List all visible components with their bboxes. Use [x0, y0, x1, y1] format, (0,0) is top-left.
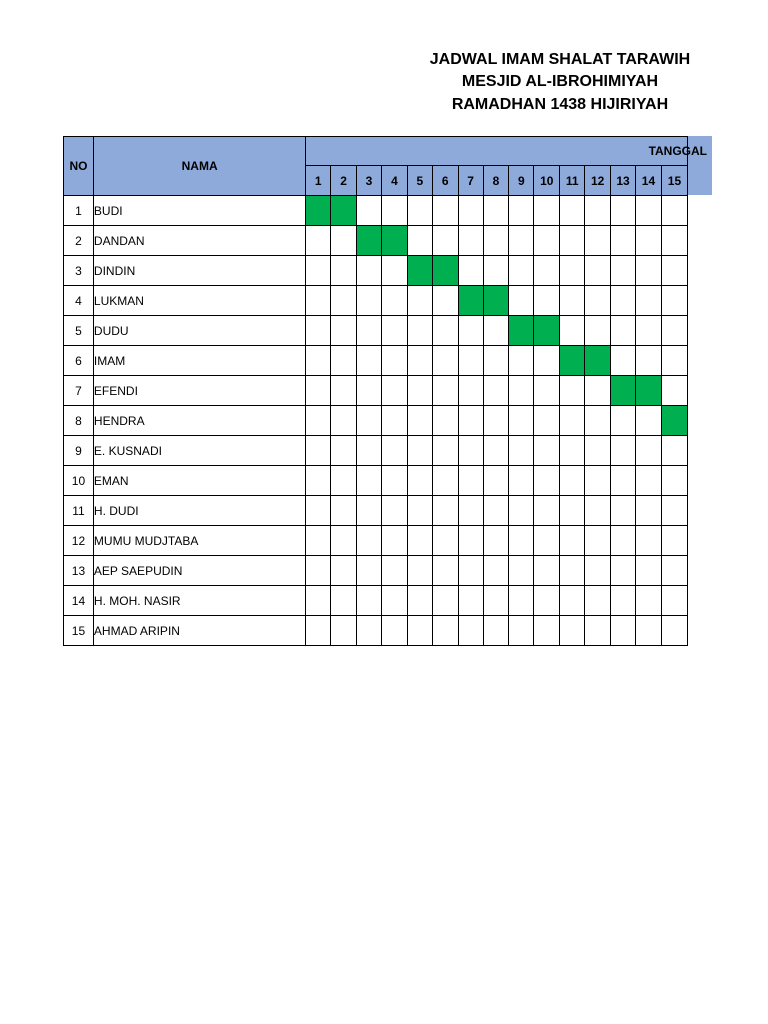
day-cell [560, 466, 585, 496]
assigned-day-cell [432, 256, 458, 286]
schedule-table [63, 136, 707, 646]
day-cell [381, 436, 407, 466]
day-header-12: 12 [585, 166, 611, 196]
day-cell [611, 466, 636, 496]
day-cell [585, 586, 611, 616]
day-cell [381, 556, 407, 586]
day-cell [458, 226, 483, 256]
imam-name: EFENDI [93, 376, 305, 406]
assigned-day-cell [534, 316, 560, 346]
day-cell [611, 226, 636, 256]
table-row [64, 226, 688, 256]
day-cell [432, 496, 458, 526]
day-cell [509, 256, 534, 286]
day-cell [560, 286, 585, 316]
day-cell [611, 346, 636, 376]
assigned-day-cell [661, 406, 687, 436]
day-cell [611, 436, 636, 466]
column-header-nama: NAMA [93, 137, 305, 196]
day-cell [381, 316, 407, 346]
day-cell [407, 196, 432, 226]
day-cell [458, 436, 483, 466]
imam-name: DINDIN [93, 256, 305, 286]
day-cell [483, 226, 509, 256]
table-row [64, 616, 688, 646]
day-cell [661, 616, 687, 646]
day-cell [407, 316, 432, 346]
day-cell [560, 406, 585, 436]
day-cell [560, 616, 585, 646]
day-cell [534, 586, 560, 616]
day-cell [432, 316, 458, 346]
day-cell [331, 376, 357, 406]
day-cell [534, 346, 560, 376]
day-header-1: 1 [306, 166, 331, 196]
day-cell [534, 496, 560, 526]
day-cell [534, 466, 560, 496]
day-cell [611, 316, 636, 346]
schedule-body [64, 196, 688, 646]
day-cell [611, 556, 636, 586]
day-cell [534, 256, 560, 286]
day-cell [636, 436, 662, 466]
day-cell [407, 376, 432, 406]
day-cell [483, 346, 509, 376]
assigned-day-cell [357, 226, 382, 256]
day-cell [585, 436, 611, 466]
day-cell [611, 256, 636, 286]
day-cell [611, 526, 636, 556]
imam-name: IMAM [93, 346, 305, 376]
day-cell [483, 556, 509, 586]
day-cell [585, 196, 611, 226]
day-cell [306, 586, 331, 616]
row-number: 8 [64, 406, 94, 436]
imam-name: H. MOH. NASIR [93, 586, 305, 616]
day-cell [611, 196, 636, 226]
day-cell [331, 256, 357, 286]
day-cell [636, 256, 662, 286]
day-cell [458, 346, 483, 376]
title-line-1: JADWAL IMAM SHALAT TARAWIH [429, 51, 691, 68]
day-cell [560, 256, 585, 286]
day-cell [331, 406, 357, 436]
table-row [64, 466, 688, 496]
day-cell [534, 616, 560, 646]
day-cell [483, 316, 509, 346]
day-cell [611, 586, 636, 616]
assigned-day-cell [611, 376, 636, 406]
day-cell [509, 406, 534, 436]
day-cell [534, 526, 560, 556]
day-cell [306, 556, 331, 586]
day-cell [661, 286, 687, 316]
day-cell [381, 406, 407, 436]
day-cell [357, 556, 382, 586]
day-cell [661, 466, 687, 496]
day-cell [585, 256, 611, 286]
day-cell [509, 286, 534, 316]
row-number: 1 [64, 196, 94, 226]
row-number: 5 [64, 316, 94, 346]
day-cell [458, 256, 483, 286]
table-row [64, 496, 688, 526]
day-cell [661, 196, 687, 226]
day-cell [306, 406, 331, 436]
day-cell [357, 406, 382, 436]
row-number: 10 [64, 466, 94, 496]
day-cell [661, 316, 687, 346]
day-cell [381, 286, 407, 316]
day-cell [407, 286, 432, 316]
day-cell [306, 376, 331, 406]
day-cell [357, 466, 382, 496]
day-cell [331, 496, 357, 526]
assigned-day-cell [381, 226, 407, 256]
day-cell [509, 466, 534, 496]
day-cell [407, 616, 432, 646]
table-row [64, 526, 688, 556]
day-header-15: 15 [661, 166, 687, 196]
day-cell [661, 496, 687, 526]
day-cell [357, 586, 382, 616]
day-cell [661, 346, 687, 376]
day-cell [407, 406, 432, 436]
day-cell [483, 616, 509, 646]
day-cell [483, 586, 509, 616]
day-cell [407, 436, 432, 466]
day-cell [585, 616, 611, 646]
imam-name: E. KUSNADI [93, 436, 305, 466]
day-cell [458, 196, 483, 226]
row-number: 11 [64, 496, 94, 526]
day-cell [636, 466, 662, 496]
day-cell [458, 376, 483, 406]
day-header-9: 9 [509, 166, 534, 196]
day-cell [432, 196, 458, 226]
day-cell [306, 256, 331, 286]
day-cell [458, 616, 483, 646]
imam-name: MUMU MUDJTABA [93, 526, 305, 556]
day-cell [458, 316, 483, 346]
day-cell [357, 346, 382, 376]
imam-name: BUDI [93, 196, 305, 226]
day-cell [357, 526, 382, 556]
day-cell [483, 256, 509, 286]
day-cell [661, 226, 687, 256]
day-cell [483, 196, 509, 226]
assigned-day-cell [509, 316, 534, 346]
day-cell [483, 406, 509, 436]
imam-name: HENDRA [93, 406, 305, 436]
day-header-8: 8 [483, 166, 509, 196]
row-number: 6 [64, 346, 94, 376]
day-cell [509, 616, 534, 646]
imam-name: LUKMAN [93, 286, 305, 316]
day-cell [483, 526, 509, 556]
day-cell [432, 466, 458, 496]
day-cell [458, 556, 483, 586]
day-cell [636, 316, 662, 346]
day-header-10: 10 [534, 166, 560, 196]
tanggal-label: TANGGAL [648, 144, 707, 158]
assigned-day-cell [636, 376, 662, 406]
day-cell [432, 346, 458, 376]
day-cell [331, 286, 357, 316]
day-cell [560, 586, 585, 616]
day-cell [306, 496, 331, 526]
day-cell [636, 616, 662, 646]
day-cell [458, 406, 483, 436]
day-header-13: 13 [611, 166, 636, 196]
day-cell [357, 256, 382, 286]
day-cell [611, 496, 636, 526]
day-cell [534, 376, 560, 406]
row-number: 4 [64, 286, 94, 316]
row-number: 14 [64, 586, 94, 616]
day-cell [357, 436, 382, 466]
day-cell [585, 406, 611, 436]
day-cell [636, 526, 662, 556]
day-cell [636, 346, 662, 376]
day-cell [381, 586, 407, 616]
day-cell [331, 226, 357, 256]
day-cell [331, 586, 357, 616]
day-cell [611, 286, 636, 316]
day-cell [636, 196, 662, 226]
day-cell [432, 286, 458, 316]
day-cell [636, 556, 662, 586]
title-line-2: MESJID AL-IBROHIMIYAH [461, 73, 659, 90]
row-number: 3 [64, 256, 94, 286]
table-row [64, 406, 688, 436]
day-cell [534, 556, 560, 586]
day-cell [661, 586, 687, 616]
imam-name: DUDU [93, 316, 305, 346]
day-cell [381, 526, 407, 556]
day-cell [357, 316, 382, 346]
imam-name: AHMAD ARIPIN [93, 616, 305, 646]
day-cell [560, 496, 585, 526]
day-cell [331, 616, 357, 646]
day-cell [357, 196, 382, 226]
day-cell [483, 436, 509, 466]
day-cell [585, 316, 611, 346]
imam-name: DANDAN [93, 226, 305, 256]
day-cell [331, 346, 357, 376]
day-cell [306, 286, 331, 316]
day-cell [432, 376, 458, 406]
day-cell [585, 376, 611, 406]
day-cell [509, 496, 534, 526]
day-header-3: 3 [357, 166, 382, 196]
column-header-tanggal [306, 137, 707, 166]
day-cell [509, 196, 534, 226]
day-cell [560, 196, 585, 226]
day-cell [381, 466, 407, 496]
day-cell [585, 526, 611, 556]
day-header-11: 11 [560, 166, 585, 196]
day-cell [331, 466, 357, 496]
day-cell [509, 586, 534, 616]
imam-name: EMAN [93, 466, 305, 496]
row-number: 15 [64, 616, 94, 646]
day-cell [306, 316, 331, 346]
day-cell [407, 526, 432, 556]
title-line-3: RAMADHAN 1438 HIJIRIYAH [451, 96, 669, 113]
day-cell [534, 286, 560, 316]
day-cell [357, 376, 382, 406]
day-cell [432, 616, 458, 646]
day-cell [585, 286, 611, 316]
day-cell [407, 226, 432, 256]
day-cell [509, 376, 534, 406]
table-row [64, 586, 688, 616]
row-number: 13 [64, 556, 94, 586]
day-cell [432, 526, 458, 556]
day-cell [331, 316, 357, 346]
day-cell [560, 436, 585, 466]
day-cell [661, 376, 687, 406]
day-cell [560, 526, 585, 556]
day-header-5: 5 [407, 166, 432, 196]
day-header-7: 7 [458, 166, 483, 196]
day-cell [458, 496, 483, 526]
day-cell [432, 436, 458, 466]
day-cell [381, 496, 407, 526]
day-header-6: 6 [432, 166, 458, 196]
row-number: 12 [64, 526, 94, 556]
assigned-day-cell [306, 196, 331, 226]
day-cell [407, 496, 432, 526]
day-cell [381, 256, 407, 286]
day-cell [306, 436, 331, 466]
table-row [64, 376, 688, 406]
day-cell [381, 196, 407, 226]
day-cell [306, 346, 331, 376]
day-cell [509, 226, 534, 256]
day-cell [509, 526, 534, 556]
row-number: 2 [64, 226, 94, 256]
day-cell [636, 406, 662, 436]
assigned-day-cell [585, 346, 611, 376]
day-cell [407, 466, 432, 496]
row-number: 9 [64, 436, 94, 466]
day-cell [432, 406, 458, 436]
day-cell [534, 436, 560, 466]
day-cell [560, 316, 585, 346]
day-cell [381, 346, 407, 376]
table-row [64, 316, 688, 346]
day-cell [381, 616, 407, 646]
day-cell [458, 526, 483, 556]
imam-name: H. DUDI [93, 496, 305, 526]
day-cell [432, 556, 458, 586]
row-number: 7 [64, 376, 94, 406]
header-row-1 [64, 137, 688, 166]
day-cell [534, 226, 560, 256]
day-cell [483, 496, 509, 526]
day-cell [636, 286, 662, 316]
assigned-day-cell [560, 346, 585, 376]
day-cell [509, 436, 534, 466]
day-cell [458, 466, 483, 496]
day-cell [560, 376, 585, 406]
column-header-no: NO [64, 137, 94, 196]
table-row [64, 256, 688, 286]
imam-name: AEP SAEPUDIN [93, 556, 305, 586]
day-cell [331, 556, 357, 586]
day-cell [306, 226, 331, 256]
table-row [64, 556, 688, 586]
day-cell [407, 556, 432, 586]
day-cell [585, 556, 611, 586]
day-header-14: 14 [636, 166, 662, 196]
day-cell [381, 376, 407, 406]
day-cell [636, 496, 662, 526]
table-row [64, 436, 688, 466]
day-cell [585, 226, 611, 256]
day-cell [407, 586, 432, 616]
assigned-day-cell [407, 256, 432, 286]
day-cell [534, 196, 560, 226]
day-cell [534, 406, 560, 436]
day-header-4: 4 [381, 166, 407, 196]
assigned-day-cell [483, 286, 509, 316]
table-row [64, 346, 688, 376]
day-cell [306, 526, 331, 556]
day-cell [611, 616, 636, 646]
day-cell [357, 616, 382, 646]
day-cell [432, 226, 458, 256]
day-cell [636, 226, 662, 256]
day-cell [483, 376, 509, 406]
day-cell [636, 586, 662, 616]
day-cell [483, 466, 509, 496]
table-row [64, 196, 688, 226]
day-cell [585, 466, 611, 496]
day-cell [306, 466, 331, 496]
assigned-day-cell [458, 286, 483, 316]
table-row [64, 286, 688, 316]
day-cell [331, 436, 357, 466]
day-cell [661, 256, 687, 286]
day-cell [611, 406, 636, 436]
day-cell [331, 526, 357, 556]
day-header-2: 2 [331, 166, 357, 196]
day-cell [407, 346, 432, 376]
day-cell [585, 496, 611, 526]
day-cell [306, 616, 331, 646]
day-cell [661, 436, 687, 466]
day-cell [509, 346, 534, 376]
assigned-day-cell [331, 196, 357, 226]
day-cell [357, 496, 382, 526]
day-cell [661, 556, 687, 586]
day-cell [560, 226, 585, 256]
day-cell [509, 556, 534, 586]
day-cell [661, 526, 687, 556]
day-cell [458, 586, 483, 616]
day-cell [432, 586, 458, 616]
day-cell [357, 286, 382, 316]
day-cell [560, 556, 585, 586]
